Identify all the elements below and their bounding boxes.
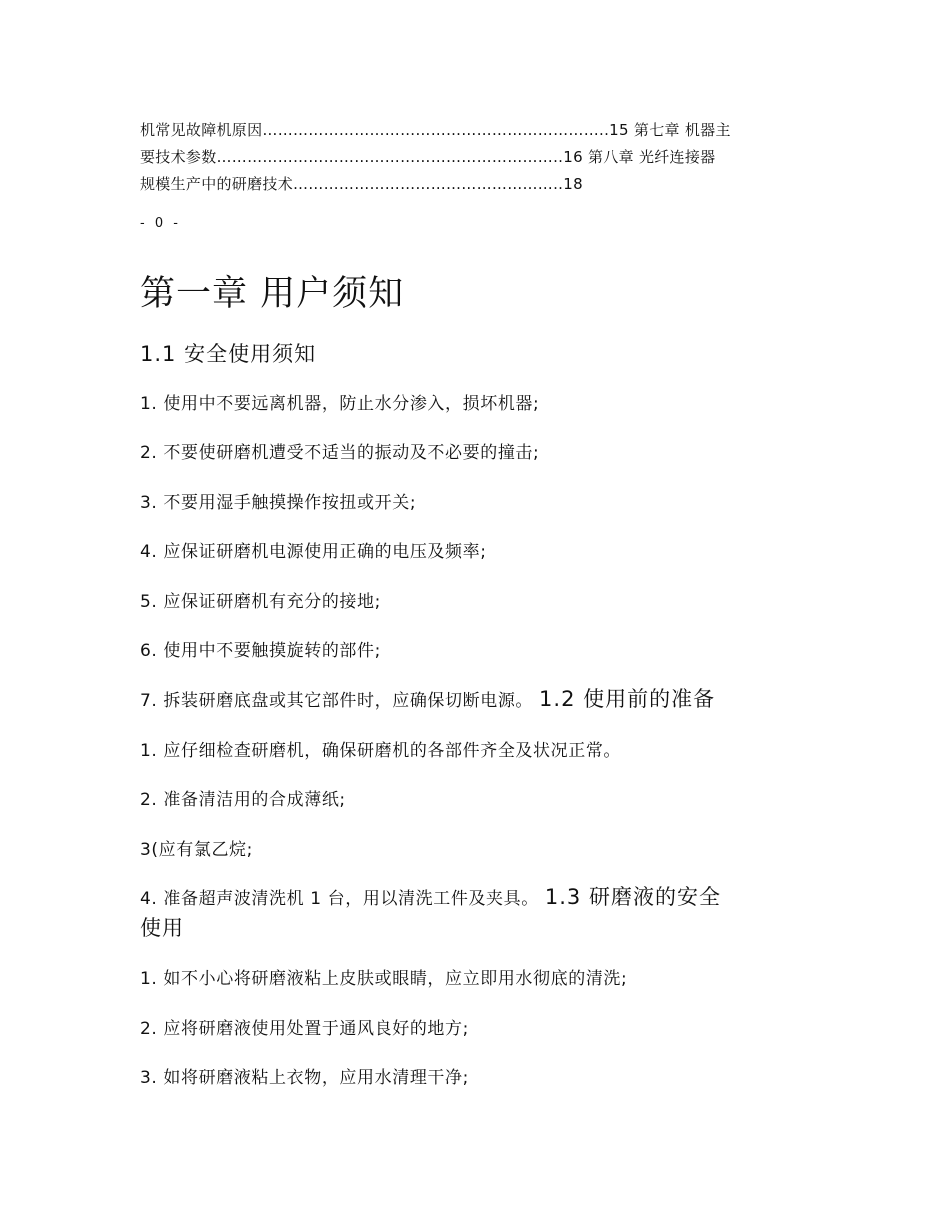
list-item: 2. 应将研磨液使用处置于通风良好的地方; [140, 1019, 469, 1039]
list-item-text: 4. 准备超声波清洗机 1 台，用以清洗工件及夹具。 [140, 889, 539, 909]
section-title-1-1: 1.1 安全使用须知 [140, 342, 317, 366]
list-item: 1. 应仔细检查研磨机，确保研磨机的各部件齐全及状况正常。 [140, 741, 622, 761]
list-item: 5. 应保证研磨机有充分的接地; [140, 592, 381, 612]
toc-line: 规模生产中的研磨技术……………………………………………..18 [140, 175, 583, 193]
list-item: 2. 准备清洁用的合成薄纸; [140, 790, 346, 810]
list-item: 3. 不要用湿手触摸操作按扭或开关; [140, 493, 417, 513]
list-item: 3(应有氯乙烷; [140, 840, 253, 860]
section-title-1-3: 1.3 研磨液的安全 [544, 885, 721, 909]
list-item: 6. 使用中不要触摸旋转的部件; [140, 641, 381, 661]
list-item: 3. 如将研磨液粘上衣物，应用水清理干净; [140, 1068, 469, 1088]
toc-line: 要技术参数…………………………………………………………..16 第八章 光纤连接器 [140, 148, 716, 166]
list-item [140, 883, 812, 945]
page-number: - 0 - [140, 216, 181, 231]
toc-line: 机常见故障机原因…………………………………………………………..15 第七章 机器主 [140, 121, 731, 139]
table-of-contents [140, 117, 812, 198]
list-item: 2. 不要使研磨机遭受不适当的振动及不必要的撞击; [140, 443, 540, 463]
list-item: 4. 应保证研磨机电源使用正确的电压及频率; [140, 542, 487, 562]
list-item: 1. 如不小心将研磨液粘上皮肤或眼睛，应立即用水彻底的清洗; [140, 969, 628, 989]
section-title-1-3-cont: 使用 [140, 916, 184, 940]
list-item: 1. 使用中不要远离机器，防止水分渗入，损坏机器; [140, 394, 540, 414]
chapter-title: 第一章 用户须知 [140, 274, 405, 314]
section-title-1-2: 1.2 使用前的准备 [539, 687, 716, 711]
list-item-text: 7. 拆装研磨底盘或其它部件时，应确保切断电源。 [140, 691, 534, 711]
list-item [140, 684, 812, 716]
